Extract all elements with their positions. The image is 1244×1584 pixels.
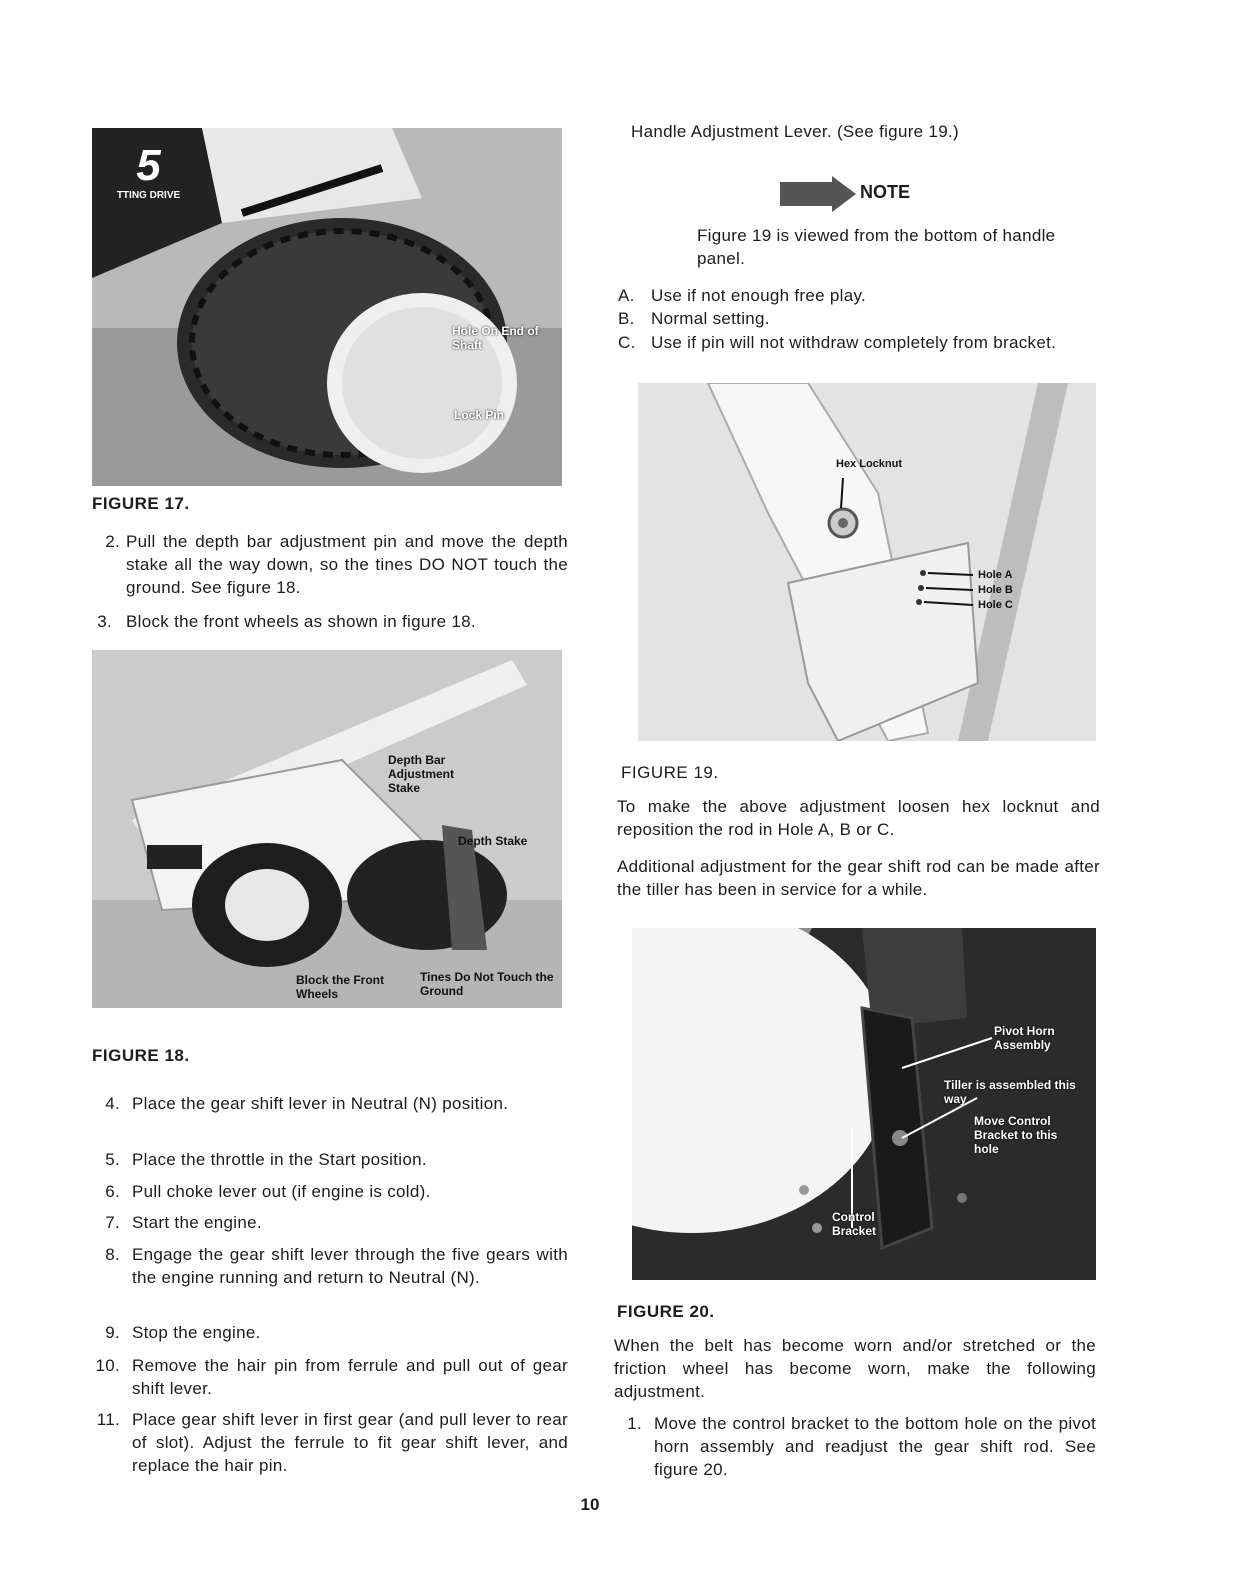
figure-20-label-pivot: Pivot Horn Assembly: [994, 1024, 1055, 1052]
option-b-letter: B.: [618, 309, 635, 328]
step-11: [92, 1408, 568, 1478]
figure-19-label-hole-a: Hole A: [978, 569, 1013, 581]
step-3-number: 3.: [97, 612, 112, 631]
option-c-letter: C.: [618, 333, 636, 352]
right-step-1-number: 1.: [627, 1414, 642, 1433]
figure-18-label-depth-bar: Depth Bar Adjustment Stake: [388, 753, 454, 795]
step-10: [92, 1354, 568, 1400]
figure-17-label-lock-pin: Lock Pin: [454, 408, 505, 422]
figure-20-label-tiller: Tiller is assembled this way: [944, 1078, 1076, 1106]
page-number: 10: [580, 1495, 600, 1514]
step-6-text: Pull choke lever out (if engine is cold).: [132, 1182, 431, 1201]
paragraph-additional-adjustment: Additional adjustment for the gear shift rod can be made after the tiller has been in service for a while.: [617, 857, 1100, 899]
option-a-letter: A.: [618, 286, 635, 305]
figure-17-logo-number: 5: [136, 141, 161, 190]
step-8: [92, 1243, 568, 1313]
step-7: [92, 1211, 568, 1235]
figure-17-photo: [92, 128, 562, 486]
step-4-number: 4.: [105, 1094, 120, 1113]
step-9-text: Stop the engine.: [132, 1323, 261, 1342]
figure-20-label-move: Move Control Bracket to this hole: [974, 1114, 1058, 1156]
step-5-text: Place the throttle in the Start position.: [132, 1150, 427, 1169]
option-b: [618, 307, 1104, 331]
right-step-1: [614, 1412, 1096, 1482]
step-11-text: Place gear shift lever in first gear (and pull lever to rear of slot). Adjust the ferrule to fit gear shift lever, and replace the hair pin.: [132, 1410, 568, 1475]
step-5: [92, 1148, 568, 1172]
step-5-number: 5.: [105, 1150, 120, 1169]
step-4-text: Place the gear shift lever in Neutral (N) position.: [132, 1094, 509, 1113]
figure-19-label-hole-c: Hole C: [978, 599, 1013, 611]
figure-20-caption: FIGURE 20.: [617, 1302, 715, 1321]
step-7-text: Start the engine.: [132, 1213, 262, 1232]
paragraph-belt-worn: When the belt has become worn and/or stretched or the friction wheel has become worn, make the following adjustment.: [614, 1336, 1096, 1401]
step-6: [92, 1180, 568, 1204]
note-callout: [780, 176, 980, 212]
step-9-number: 9.: [105, 1323, 120, 1342]
step-4: [92, 1092, 568, 1138]
option-c: [618, 331, 1104, 377]
paragraph-loosen-locknut: To make the above adjustment loosen hex locknut and reposition the rod in Hole A, B or C.: [617, 797, 1100, 839]
figure-17-logo-sub: TTING DRIVE: [116, 190, 181, 201]
option-a-text: Use if not enough free play.: [651, 286, 867, 305]
option-c-text: Use if pin will not withdraw completely from bracket.: [651, 333, 1057, 352]
section-heading: Handle Adjustment Lever. (See figure 19.): [631, 122, 959, 141]
arrow-right-icon: [780, 176, 856, 212]
figure-17-caption: FIGURE 17.: [92, 494, 190, 513]
step-3-text: Block the front wheels as shown in figure 18.: [126, 612, 476, 631]
step-10-text: Remove the hair pin from ferrule and pull out of gear shift lever.: [132, 1356, 568, 1398]
figure-17-logo: [96, 142, 201, 212]
option-b-text: Normal setting.: [651, 309, 770, 328]
step-10-number: 10.: [95, 1356, 120, 1375]
note-text: Figure 19 is viewed from the bottom of handle panel.: [697, 226, 1056, 268]
figure-18-label-tines: Tines Do Not Touch the Ground: [420, 970, 554, 998]
figure-19-label-hole-b: Hole B: [978, 584, 1013, 596]
figure-18-photo: [92, 650, 562, 1008]
step-6-number: 6.: [105, 1182, 120, 1201]
option-a: [618, 284, 1104, 308]
figure-19-photo: [638, 383, 1096, 741]
figure-20-label-control: Control Bracket: [832, 1210, 877, 1238]
note-label: NOTE: [860, 182, 911, 202]
step-2: [92, 530, 568, 600]
figure-19-label-hex: Hex Locknut: [836, 458, 903, 470]
figure-20-photo: [632, 928, 1096, 1280]
right-step-1-text: Move the control bracket to the bottom hole on the pivot horn assembly and readjust the gear shift rod. See figure 20.: [654, 1414, 1096, 1479]
step-11-number: 11.: [96, 1410, 120, 1429]
step-3: [92, 610, 568, 634]
figure-17-label-hole: Hole On End of Shaft: [452, 324, 539, 352]
figure-18-caption: FIGURE 18.: [92, 1046, 190, 1065]
figure-18-label-depth-stake: Depth Stake: [458, 834, 528, 848]
step-8-text: Engage the gear shift lever through the five gears with the engine running and return to Neutral (N).: [132, 1245, 568, 1287]
step-8-number: 8.: [105, 1245, 120, 1264]
step-7-number: 7.: [105, 1213, 120, 1232]
figure-18-label-block: Block the Front Wheels: [296, 973, 385, 1001]
step-9: [92, 1321, 568, 1345]
figure-19-caption: FIGURE 19.: [621, 763, 719, 782]
step-2-text: Pull the depth bar adjustment pin and move the depth stake all the way down, so the tines DO NOT touch the ground. See figure 18.: [126, 532, 568, 597]
step-2-number: 2.: [105, 532, 120, 551]
